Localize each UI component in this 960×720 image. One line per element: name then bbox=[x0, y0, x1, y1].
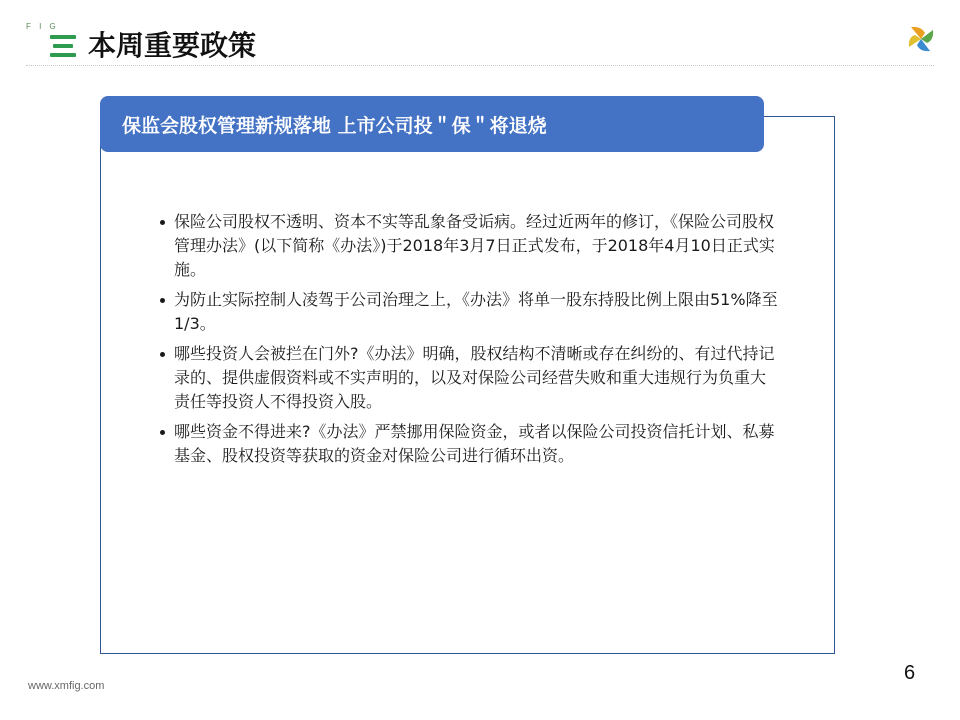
title-divider bbox=[26, 65, 934, 66]
bullet-dot-icon bbox=[160, 430, 165, 435]
bullet-list bbox=[160, 210, 780, 474]
list-item bbox=[160, 288, 780, 336]
bullet-dot-icon bbox=[160, 220, 165, 225]
headline-text: 保监会股权管理新规落地 上市公司投＂保＂将退烧 bbox=[122, 114, 547, 137]
bullet-text: 哪些资金不得进来?《办法》严禁挪用保险资金，或者以保险公司投资信托计划、私募基金、股权投资等获取的资金对保险公司进行循环出资。 bbox=[174, 422, 775, 465]
bullet-dot-icon bbox=[160, 352, 165, 357]
page-title: 本周重要政策 bbox=[88, 29, 257, 62]
list-item bbox=[160, 342, 780, 414]
page-number: 6 bbox=[904, 662, 916, 684]
fig-pinwheel-logo bbox=[906, 24, 936, 54]
list-item bbox=[160, 210, 780, 282]
bullet-dot-icon bbox=[160, 298, 165, 303]
footer-url: www.xmfig.com bbox=[28, 680, 105, 692]
list-item bbox=[160, 420, 780, 468]
headline-banner bbox=[100, 96, 764, 152]
bullet-text: 保险公司股权不透明、资本不实等乱象备受诟病。经过近两年的修订，《保险公司股权管理办法》(以下简称《办法》)于2018年3月7日正式发布，于2018年4月10日正式实施。 bbox=[174, 212, 775, 279]
bullet-text: 哪些投资人会被拦在门外?《办法》明确，股权结构不清晰或存在纠纷的、有过代持记录的、提供虚假资料或不实声明的，以及对保险公司经营失败和重大违规行为负重大责任等投资人不得投资入股。 bbox=[174, 344, 775, 411]
three-bars-icon bbox=[50, 35, 76, 59]
brand-mark-text: F I G bbox=[26, 22, 59, 31]
bullet-text: 为防止实际控制人凌驾于公司治理之上，《办法》将单一股东持股比例上限由51%降至1/3。 bbox=[174, 290, 778, 333]
